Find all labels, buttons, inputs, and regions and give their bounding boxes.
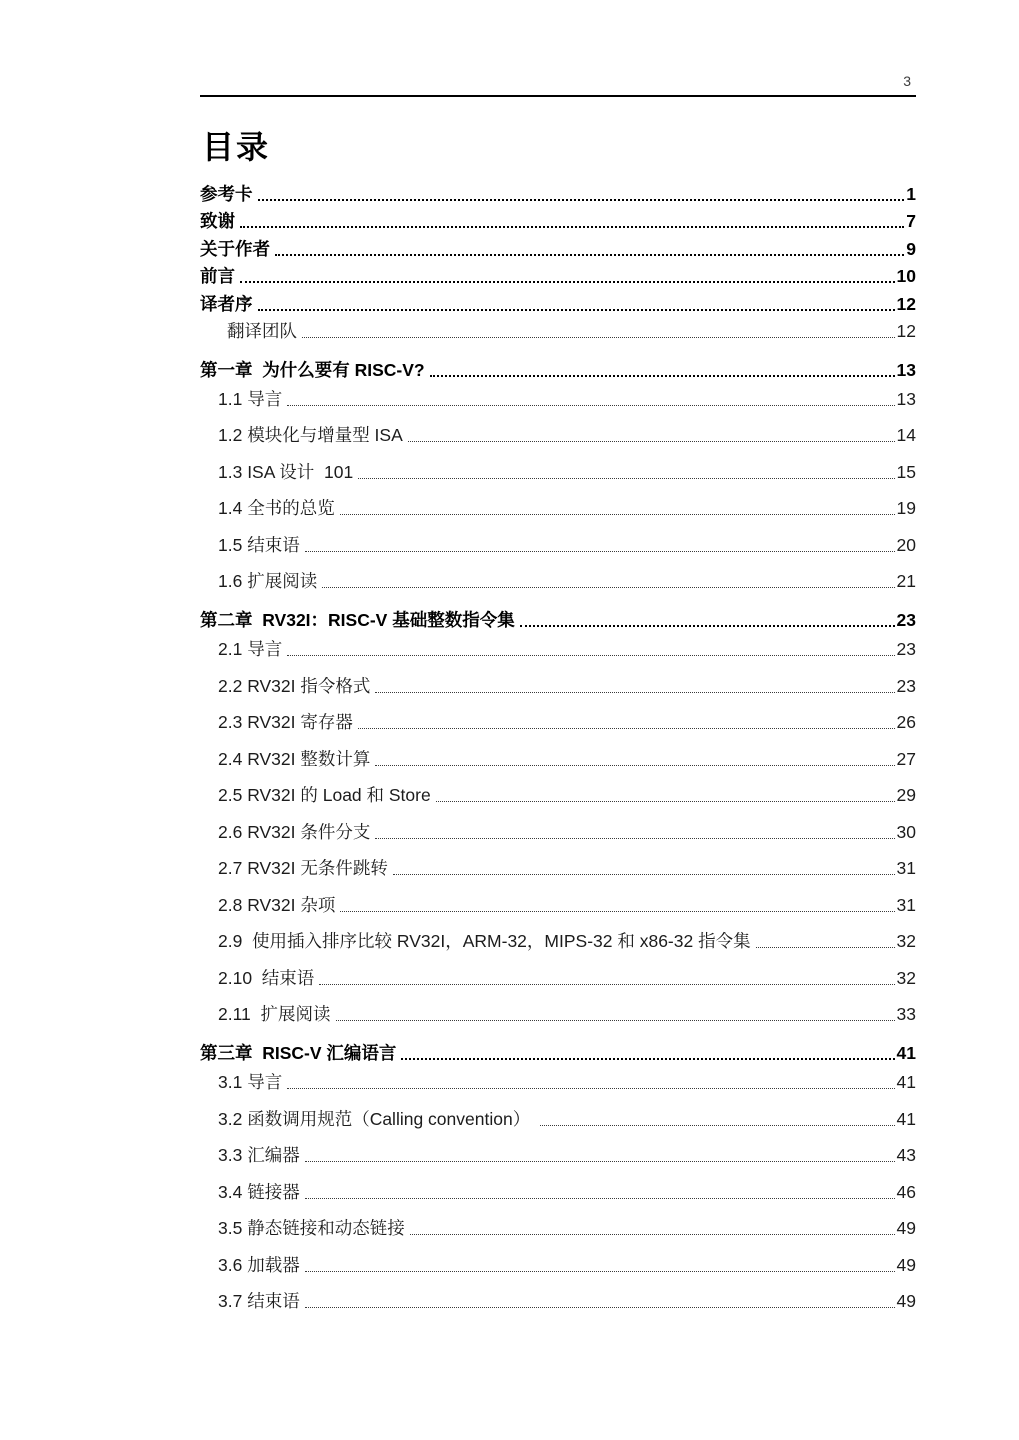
header-rule	[200, 95, 916, 97]
toc-row	[200, 1042, 916, 1064]
toc-entry-label: 翻译团队	[227, 320, 297, 341]
toc-entry-label: 3.6 加载器	[218, 1254, 300, 1275]
dot-leader	[322, 587, 894, 588]
toc-entry-label: 2.11 扩展阅读	[218, 1004, 331, 1025]
toc-row	[218, 1181, 916, 1203]
toc-entry-label: 1.3 ISA 设计 101	[218, 461, 354, 482]
dot-leader	[358, 728, 895, 729]
toc-entry-page: 31	[896, 858, 916, 879]
dot-leader	[436, 801, 895, 802]
dot-leader	[540, 1125, 894, 1126]
dot-leader	[336, 1020, 895, 1021]
dot-leader	[340, 911, 894, 912]
toc-row	[218, 534, 916, 556]
toc-entry-page: 49	[896, 1218, 916, 1239]
toc-entry-label: 2.1 导言	[218, 639, 283, 660]
toc-entry-page: 1	[906, 184, 916, 204]
toc-row	[218, 1217, 916, 1239]
toc-row	[218, 967, 916, 989]
toc-entry-page: 49	[896, 1254, 916, 1275]
dot-leader	[375, 692, 894, 693]
toc-entry-label: 3.2 函数调用规范（Calling convention）	[218, 1108, 536, 1129]
toc-row	[218, 857, 916, 879]
toc-row	[200, 265, 916, 287]
toc-entry-page: 29	[896, 785, 916, 806]
toc-row	[218, 748, 916, 770]
toc-entry-label: 2.2 RV32I 指令格式	[218, 675, 371, 696]
toc-entry-page: 23	[896, 610, 916, 631]
dot-leader	[393, 874, 895, 875]
toc-entry-label: 1.5 结束语	[218, 534, 300, 555]
toc-row	[218, 821, 916, 843]
toc-entry-label: 第三章 RISC-V 汇编语言	[200, 1043, 397, 1064]
page-content	[200, 0, 916, 1327]
toc-row	[200, 359, 916, 381]
toc-entry-label: 3.7 结束语	[218, 1291, 300, 1312]
dot-leader	[305, 551, 895, 552]
toc-entry-label: 2.6 RV32I 条件分支	[218, 821, 371, 842]
toc-row	[218, 1071, 916, 1093]
dot-leader	[520, 625, 895, 627]
toc-entry-page: 31	[896, 894, 916, 915]
toc-entry-page: 9	[906, 238, 916, 259]
dot-leader	[410, 1234, 895, 1235]
toc-entry-label: 3.5 静态链接和动态链接	[218, 1218, 405, 1239]
toc-entry-page: 32	[896, 931, 916, 952]
toc-row	[218, 930, 916, 952]
toc-row	[218, 1108, 916, 1130]
toc-entry-label: 第一章 为什么要有 RISC-V?	[200, 359, 425, 380]
dot-leader	[305, 1271, 895, 1272]
toc-entry-label: 关于作者	[200, 238, 270, 259]
toc-entry-page: 23	[896, 675, 916, 696]
toc-row	[218, 711, 916, 733]
toc-row	[218, 570, 916, 592]
toc-entry-page: 13	[896, 388, 916, 409]
toc-entry-page: 27	[896, 748, 916, 769]
toc-entry-page: 41	[896, 1072, 916, 1093]
toc-entry-page: 46	[896, 1181, 916, 1202]
dot-leader	[340, 514, 895, 515]
toc-row	[218, 497, 916, 519]
dot-leader	[275, 254, 904, 256]
toc-entry-label: 3.4 链接器	[218, 1181, 300, 1202]
toc-entry-label: 致谢	[200, 211, 235, 232]
toc-entry-page: 10	[896, 266, 916, 287]
toc-entry-label: 2.7 RV32I 无条件跳转	[218, 858, 388, 879]
toc-entry-label: 2.3 RV32I 寄存器	[218, 712, 353, 733]
toc-entry-page: 13	[896, 359, 916, 380]
toc-entry-page: 30	[896, 821, 916, 842]
toc-entry-page: 20	[896, 534, 916, 555]
toc-entry-page: 12	[896, 293, 916, 314]
dot-leader	[258, 309, 895, 311]
toc-row	[218, 784, 916, 806]
toc-entry-label: 3.1 导言	[218, 1072, 283, 1093]
dot-leader	[375, 838, 894, 839]
toc-row	[218, 1254, 916, 1276]
toc-entry-label: 1.1 导言	[218, 388, 283, 409]
dot-leader	[240, 226, 904, 228]
toc-row	[218, 894, 916, 916]
dot-leader	[358, 478, 894, 479]
toc-row	[218, 388, 916, 410]
toc-row	[200, 609, 916, 631]
toc-entry-label: 2.9 使用插入排序比较 RV32I，ARM-32，MIPS-32 和 x86-32 指令集	[218, 931, 751, 952]
toc-entry-label: 译者序	[200, 293, 253, 314]
dot-leader	[430, 375, 895, 377]
toc-entry-page: 33	[896, 1004, 916, 1025]
dot-leader	[401, 1058, 894, 1060]
toc-row	[200, 183, 916, 205]
dot-leader	[408, 441, 895, 442]
toc-entry-label: 2.5 RV32I 的 Load 和 Store	[218, 785, 431, 806]
dot-leader	[302, 337, 895, 338]
toc-list	[200, 183, 916, 1312]
dot-leader	[756, 947, 895, 948]
toc-row	[218, 675, 916, 697]
toc-entry-page: 19	[896, 498, 916, 519]
toc-entry-label: 1.2 模块化与增量型 ISA	[218, 425, 403, 446]
toc-row	[227, 320, 916, 342]
toc-row	[218, 1290, 916, 1312]
toc-entry-page: 7	[906, 211, 916, 232]
toc-entry-page: 15	[896, 461, 916, 482]
dot-leader	[319, 984, 894, 985]
dot-leader	[287, 655, 894, 656]
toc-row	[218, 638, 916, 660]
toc-entry-page: 21	[896, 571, 916, 592]
toc-entry-page: 41	[896, 1043, 916, 1064]
dot-leader	[287, 1088, 894, 1089]
toc-entry-page: 26	[896, 712, 916, 733]
dot-leader	[305, 1307, 895, 1308]
toc-row	[218, 1003, 916, 1025]
page-number: 3	[903, 73, 911, 89]
dot-leader	[375, 765, 894, 766]
toc-entry-page: 12	[896, 320, 916, 341]
toc-entry-page: 49	[896, 1291, 916, 1312]
toc-row	[218, 424, 916, 446]
dot-leader	[240, 281, 895, 283]
toc-row	[200, 238, 916, 260]
toc-entry-label: 2.8 RV32I 杂项	[218, 894, 336, 915]
toc-entry-label: 1.4 全书的总览	[218, 498, 335, 519]
toc-entry-label: 2.4 RV32I 整数计算	[218, 748, 371, 769]
toc-entry-label: 参考卡	[200, 184, 253, 204]
toc-entry-label: 第二章 RV32I：RISC-V 基础整数指令集	[200, 610, 515, 631]
toc-row	[218, 1144, 916, 1166]
toc-entry-label: 前言	[200, 266, 235, 287]
toc-entry-page: 43	[896, 1145, 916, 1166]
dot-leader	[258, 199, 905, 201]
dot-leader	[305, 1198, 895, 1199]
toc-entry-label: 1.6 扩展阅读	[218, 571, 318, 592]
toc-row	[200, 210, 916, 232]
toc-entry-page: 14	[896, 425, 916, 446]
toc-entry-page: 41	[896, 1108, 916, 1129]
toc-entry-label: 2.10 结束语	[218, 967, 315, 988]
toc-row	[200, 293, 916, 315]
toc-entry-page: 32	[896, 967, 916, 988]
toc-row	[218, 461, 916, 483]
page-title: 目录	[202, 129, 271, 165]
dot-leader	[305, 1161, 895, 1162]
toc-entry-label: 3.3 汇编器	[218, 1145, 300, 1166]
toc-entry-page: 23	[896, 639, 916, 660]
dot-leader	[287, 405, 894, 406]
